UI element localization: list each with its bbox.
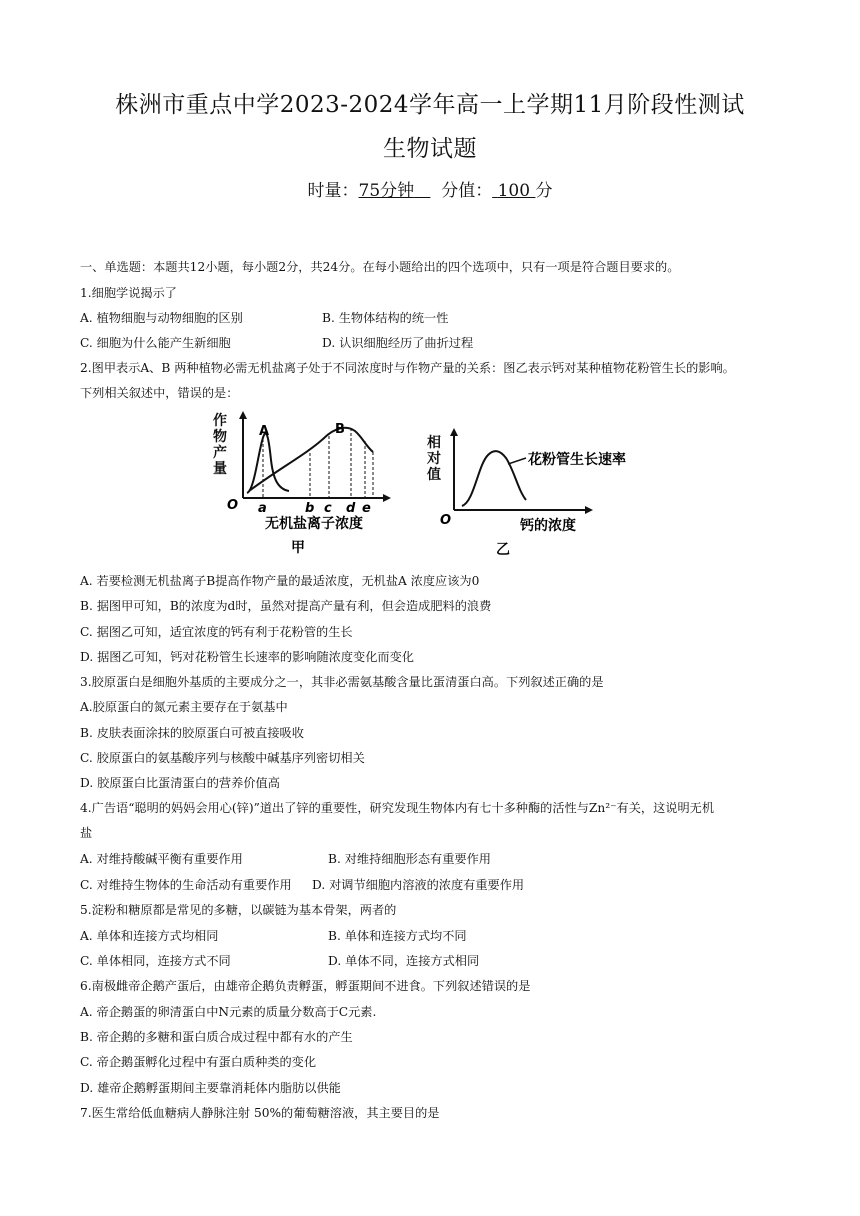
jia-peak-b-label: B	[335, 422, 345, 437]
q3-option-c: C. 胶原蛋白的氨基酸序列与核酸中碱基序列密切相关	[80, 751, 365, 765]
q4-option-a: A. 对维持酸碱平衡有重要作用	[80, 852, 243, 866]
yi-curve-label: 花粉管生长速率	[528, 452, 626, 468]
exam-meta	[0, 176, 860, 201]
figure-jia	[205, 405, 405, 565]
q1-option-d: D. 认识细胞经历了曲折过程	[322, 336, 474, 350]
yi-xlabel: 钙的浓度	[520, 518, 576, 534]
q4-stem-line2: 盐	[80, 826, 93, 840]
jia-tick-e: e	[362, 501, 371, 516]
jia-origin: O	[227, 498, 239, 513]
yi-curve	[462, 451, 526, 506]
svg-text:值: 值	[427, 467, 441, 483]
exam-subtitle: 生物试题	[383, 136, 477, 162]
yi-y-arrow	[450, 428, 458, 436]
q5-option-b: B. 单体和连接方式均不同	[328, 929, 467, 943]
q1-option-b: B. 生物体结构的统一性	[322, 311, 449, 325]
yi-x-arrow	[585, 506, 593, 514]
q5-option-a: A. 单体和连接方式均相同	[80, 929, 219, 943]
jia-ylabel	[213, 412, 227, 477]
jia-curve-a	[247, 433, 289, 493]
jia-caption: 甲	[291, 540, 305, 556]
section-heading: 一、单选题：本题共12小题，每小题2分，共24分。在每小题给出的四个选项中，只有一项是符合题目要求的。	[80, 260, 680, 274]
q5-stem: 5.淀粉和糖原都是常见的多糖，以碳链为基本骨架，两者的	[80, 903, 397, 917]
q5-option-d: D. 单体不同，连接方式相同	[328, 954, 480, 968]
svg-text:物: 物	[213, 429, 227, 445]
q2-stem-line1: 2.图甲表示A、B 两种植物必需无机盐离子处于不同浓度时与作物产量的关系：图乙表示钙对某种植物花粉管生长的影响。	[80, 361, 735, 375]
jia-tick-b: b	[305, 501, 315, 516]
q4-option-d: D. 对调节细胞内溶液的浓度有重要作用	[312, 878, 525, 892]
yi-leader	[508, 458, 526, 464]
svg-text:作: 作	[213, 413, 227, 429]
q2-option-a: A. 若要检测无机盐离子B提高作物产量的最适浓度，无机盐A 浓度应该为0	[80, 574, 480, 588]
jia-peak-a-label: A	[259, 424, 270, 439]
svg-text:相: 相	[427, 435, 441, 451]
q4-option-c: C. 对维持生物体的生命活动有重要作用	[80, 878, 292, 892]
time-value: 75分钟	[358, 181, 415, 201]
score-value: 100	[497, 181, 531, 201]
q1-option-c: C. 细胞为什么能产生新细胞	[80, 336, 231, 350]
q3-stem: 3.胶原蛋白是细胞外基质的主要成分之一，其非必需氨基酸含量比蛋清蛋白高。下列叙述正确的是	[80, 675, 604, 689]
q3-option-d: D. 胶原蛋白比蛋清蛋白的营养价值高	[80, 776, 280, 790]
q6-option-c: C. 帝企鹅蛋孵化过程中有蛋白质种类的变化	[80, 1055, 317, 1069]
q2-option-c: C. 据图乙可知，适宜浓度的钙有利于花粉管的生长	[80, 625, 353, 639]
yi-caption: 乙	[496, 542, 510, 558]
jia-y-arrow	[239, 411, 247, 419]
q2-option-d: D. 据图乙可知，钙对花粉管生长速率的影响随浓度变化而变化	[80, 650, 414, 664]
q1-stem: 1.细胞学说揭示了	[80, 286, 177, 300]
q6-option-b: B. 帝企鹅的多糖和蛋白质合成过程中都有水的产生	[80, 1030, 353, 1044]
svg-text:对: 对	[427, 451, 441, 467]
q6-stem: 6.南极雌帝企鹅产蛋后，由雄帝企鹅负责孵蛋，孵蛋期间不进食。下列叙述错误的是	[80, 979, 531, 993]
q3-option-b: B. 皮肤表面涂抹的胶原蛋白可被直接吸收	[80, 726, 304, 740]
score-unit: 分	[535, 181, 553, 201]
q2-stem-line2: 下列相关叙述中，错误的是：	[80, 386, 239, 400]
q6-option-d: D. 雄帝企鹅孵蛋期间主要靠消耗体内脂肪以供能	[80, 1081, 341, 1095]
exam-title: 株洲市重点中学2023-2024学年高一上学期11月阶段性测试	[115, 92, 745, 118]
yi-ylabel	[426, 434, 441, 483]
jia-x-arrow	[383, 494, 391, 502]
jia-dashes	[263, 428, 365, 498]
q6-option-a: A. 帝企鹅蛋的卵清蛋白中N元素的质量分数高于C元素.	[80, 1005, 377, 1019]
q1-option-a: A. 植物细胞与动物细胞的区别	[80, 311, 243, 325]
jia-tick-a: a	[258, 501, 267, 516]
q4-option-b: B. 对维持细胞形态有重要作用	[328, 852, 491, 866]
svg-text:量: 量	[213, 461, 227, 477]
score-label: 分值：	[441, 181, 493, 201]
q5-option-c: C. 单体相同，连接方式不同	[80, 954, 231, 968]
yi-origin: O	[440, 513, 452, 528]
q7-stem: 7.医生常给低血糖病人静脉注射 50%的葡萄糖溶液，其主要目的是	[80, 1106, 440, 1120]
jia-tick-c: c	[324, 501, 332, 516]
figure-yi	[422, 420, 652, 565]
jia-xlabel: 无机盐离子浓度	[265, 516, 363, 532]
q2-option-b: B. 据图甲可知，B的浓度为d时，虽然对提高产量有利，但会造成肥料的浪费	[80, 599, 492, 613]
q3-option-a: A.胶原蛋白的氮元素主要存在于氨基中	[80, 700, 288, 714]
svg-text:产: 产	[213, 445, 227, 461]
jia-tick-d: d	[346, 501, 356, 516]
time-label: 时量：	[307, 181, 359, 201]
q4-stem-line1: 4.广告语“聪明的妈妈会用心(锌)”道出了锌的重要性，研究发现生物体内有七十多种酶的活性与Zn²⁻有关，这说明无机	[80, 801, 715, 815]
